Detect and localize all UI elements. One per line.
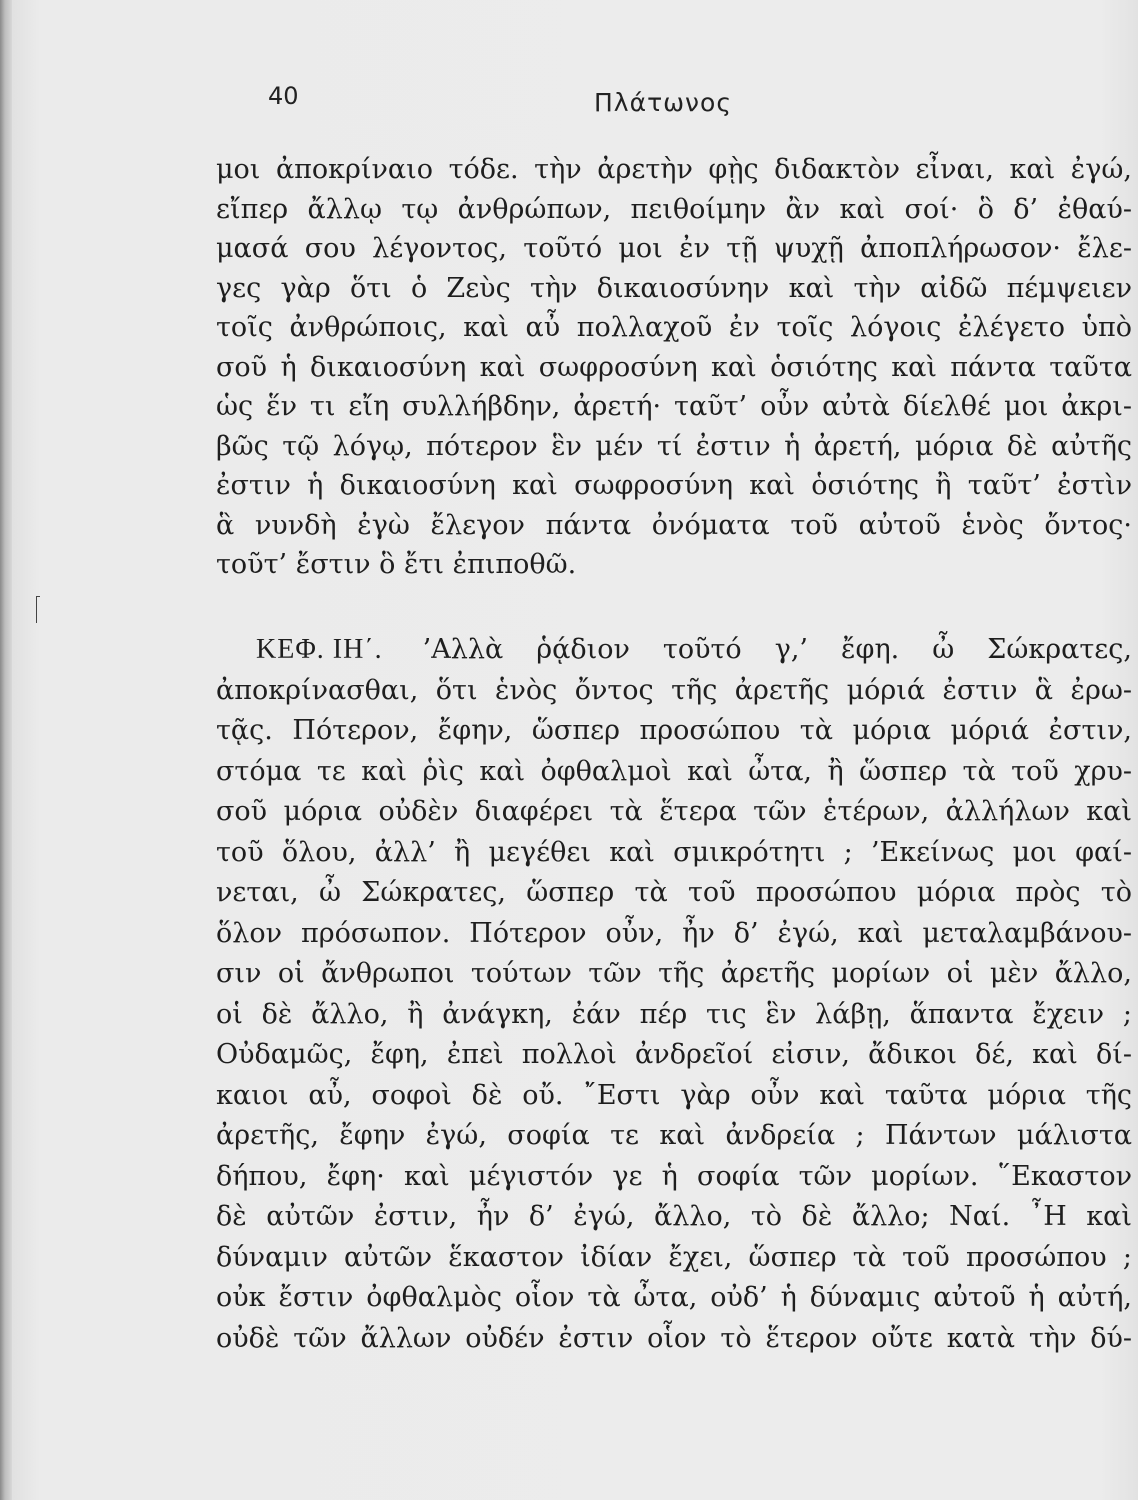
text-line: δὲ αὐτῶν ἐστιν, ἦν δ’ ἐγώ, ἄλλο, τὸ δὲ ἄλλο; Ναί. ῏Η καὶ	[216, 1201, 1132, 1232]
margin-mark	[36, 596, 40, 623]
text-line: οὐδὲ τῶν ἄλλων οὐδέν ἐστιν οἷον τὸ ἕτερον οὔτε κατὰ τὴν δύ-	[216, 1322, 1132, 1354]
paragraph-2	[216, 630, 1132, 1359]
page-number: 40	[268, 82, 299, 110]
text-line: δύναμιν αὐτῶν ἕκαστον ἰδίαν ἔχει, ὥσπερ τὰ τοῦ προσώπου ;	[216, 1241, 1132, 1273]
text-line: σοῦ ἡ δικαιοσύνη καὶ σωφροσύνη καὶ ὁσιότης καὶ πάντα ταῦτα	[216, 351, 1132, 383]
text-line: μοι ἀποκρίναιο τόδε. τὴν ἀρετὴν φῂς διδακτὸν εἶναι, καὶ ἐγώ,	[216, 154, 1132, 185]
text-line: στόμα τε καὶ ῥὶς καὶ ὀφθαλμοὶ καὶ ὦτα, ἢ ὥσπερ τὰ τοῦ χρυ-	[216, 755, 1132, 787]
text-line: τοῖς ἀνθρώποις, καὶ αὖ πολλαχοῦ ἐν τοῖς λόγοις ἐλέγετο ὑπὸ	[216, 312, 1132, 343]
chapter-heading: ΚΕΦ. ΙΗ΄.	[256, 634, 383, 665]
text-line: γες γὰρ ὅτι ὁ Ζεὺς τὴν δικαιοσύνην καὶ τὴν αἰδῶ πέμψειεν	[216, 272, 1132, 304]
text-line: σιν οἱ ἄνθρωποι τούτων τῶν τῆς ἀρετῆς μορίων οἱ μὲν ἄλλο,	[216, 958, 1132, 989]
text-line: τοῦτ’ ἔστιν ὃ ἔτι ἐπιποθῶ.	[216, 549, 577, 580]
text-line: μασά σου λέγοντος, τοῦτό μοι ἐν τῇ ψυχῇ ἀποπλήρωσον· ἔλε-	[216, 233, 1132, 264]
text-line: τοῦ ὅλου, ἀλλ’ ἢ μεγέθει καὶ σμικρότητι ; ’Εκείνως μοι φαί-	[216, 836, 1132, 868]
text-line: εἴπερ ἄλλῳ τῳ ἀνθρώπων, πειθοίμην ἂν καὶ σοί· ὃ δ’ ἐθαύ-	[216, 193, 1132, 225]
chapter-first-line	[216, 630, 1132, 671]
binding-edge	[0, 0, 12, 1500]
text-line: οὐκ ἔστιν ὀφθαλμὸς οἷον τὰ ὦτα, οὐδ’ ἡ δύναμις αὐτοῦ ἡ αὐτή,	[216, 1282, 1132, 1313]
text-line: ἀποκρίνασθαι, ὅτι ἑνὸς ὄντος τῆς ἀρετῆς μόριά ἐστιν ἃ ἐρω-	[216, 674, 1132, 706]
text-line: ὡς ἕν τι εἴη συλλήβδην, ἀρετή· ταῦτ’ οὖν αὐτὰ δίελθέ μοι ἀκρι-	[216, 391, 1132, 422]
page-header	[0, 80, 1138, 120]
text-line: ἃ νυνδὴ ἐγὼ ἔλεγον πάντα ὀνόματα τοῦ αὐτοῦ ἑνὸς ὄντος·	[216, 509, 1132, 541]
text-line: καιοι αὖ, σοφοὶ δὲ οὔ. ῎Εστι γὰρ οὖν καὶ ταῦτα μόρια τῆς	[216, 1079, 1132, 1111]
text-line: ἐστιν ἡ δικαιοσύνη καὶ σωφροσύνη καὶ ὁσιότης ἢ ταῦτ’ ἐστὶν	[216, 470, 1132, 501]
text-line: Οὐδαμῶς, ἔφη, ἐπεὶ πολλοὶ ἀνδρεῖοί εἰσιν, ἄδικοι δέ, καὶ δί-	[216, 1039, 1132, 1070]
text-line: οἱ δὲ ἄλλο, ἢ ἀνάγκη, ἐάν πέρ τις ἓν λάβῃ, ἅπαντα ἔχειν ;	[216, 998, 1132, 1030]
text-line: σοῦ μόρια οὐδὲν διαφέρει τὰ ἕτερα τῶν ἑτέρων, ἀλλήλων καὶ	[216, 796, 1132, 827]
paragraph-1	[216, 150, 1132, 585]
text-line: ἀρετῆς, ἔφην ἐγώ, σοφία τε καὶ ἀνδρεία ; Πάντων μάλιστα	[216, 1120, 1132, 1151]
running-title: Πλάτωνος	[594, 88, 732, 117]
chapter-first-line-text: ’Αλλὰ ῥᾴδιον τοῦτό γ,’ ἔφη. ὦ Σώκρατες,	[422, 634, 1132, 665]
text-line: νεται, ὦ Σώκρατες, ὥσπερ τὰ τοῦ προσώπου μόρια πρὸς τὸ	[216, 877, 1132, 908]
text-line: δήπου, ἔφη· καὶ μέγιστόν γε ἡ σοφία τῶν μορίων. ῞Εκαστον	[216, 1160, 1132, 1192]
text-line: τᾷς. Πότερον, ἔφην, ὥσπερ προσώπου τὰ μόρια μόριά ἐστιν,	[216, 715, 1132, 746]
text-line: βῶς τῷ λόγῳ, πότερον ἓν μέν τί ἐστιν ἡ ἀρετή, μόρια δὲ αὐτῆς	[216, 430, 1132, 462]
text-line: ὅλον πρόσωπον. Πότερον οὖν, ἦν δ’ ἐγώ, καὶ μεταλαμβάνου-	[216, 917, 1132, 949]
